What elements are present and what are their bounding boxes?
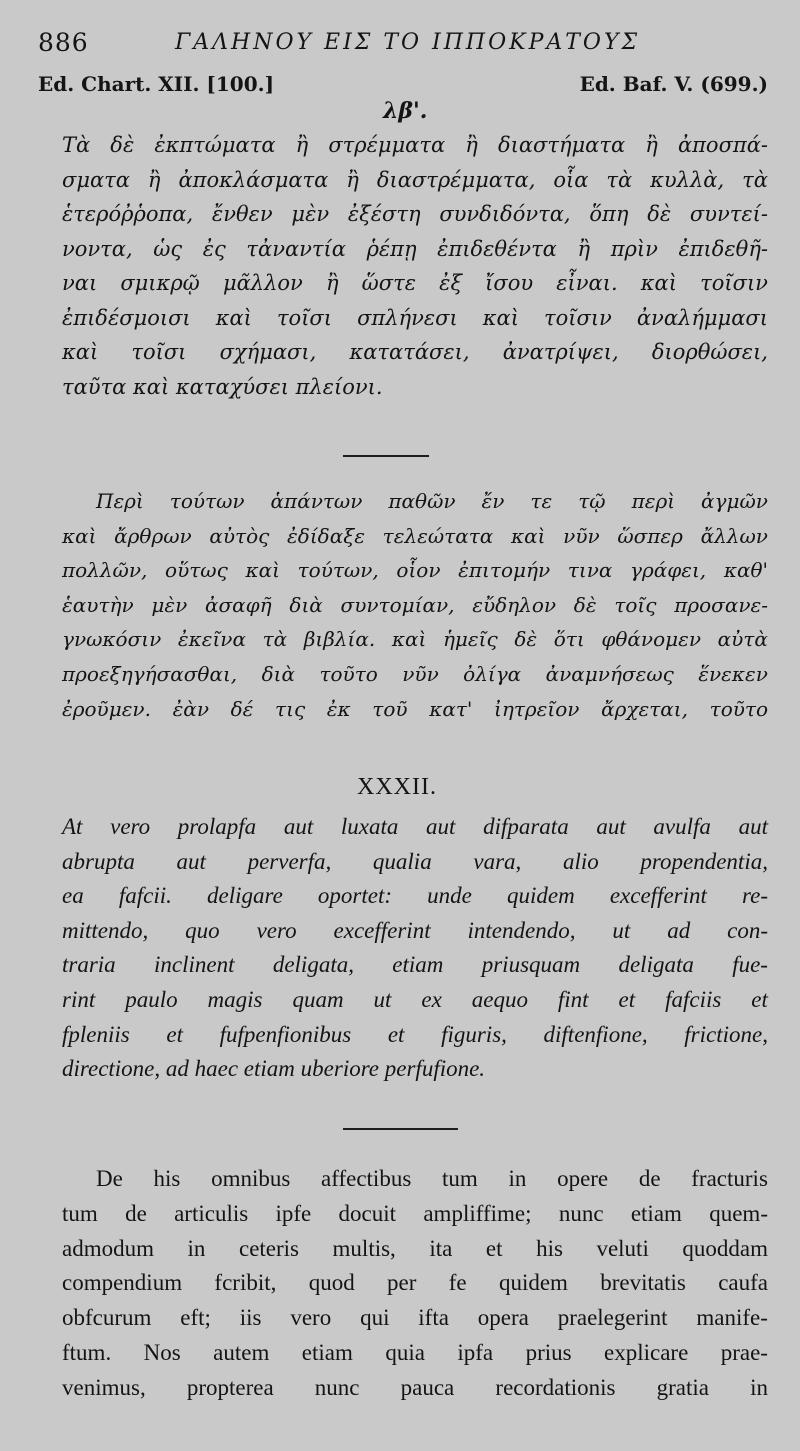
text-line: ταῦτα καὶ καταχύσει πλείονι. bbox=[62, 374, 383, 399]
text-line: γνωκόσιν ἐκεῖνα τὰ βιβλία. καὶ ἡμεῖς δὲ ὅτι φθάνομεν αὐτὰ bbox=[62, 627, 768, 652]
latin-section-number: XXXII. bbox=[357, 774, 437, 800]
page-number: 886 bbox=[38, 28, 89, 57]
latin-aphorism-text bbox=[62, 810, 768, 1087]
text-line: ἑτερόῤῥοπα, ἔνθεν μὲν ἐξέστη συνδιδόντα, ὅπη δὲ συντεί- bbox=[62, 202, 768, 226]
text-line: obfcurum eft; iis vero qui ifta opera praelegerint manife- bbox=[62, 1305, 768, 1331]
text-line: compendium fcribit, quod per fe quidem brevitatis caufa bbox=[62, 1270, 768, 1296]
text-line: ναι σμικρῷ μᾶλλον ἢ ὥστε ἐξ ἴσου εἶναι. καὶ τοῖσιν bbox=[62, 271, 768, 295]
text-line: προεξηγήσασθαι, διὰ τοῦτο νῦν ὀλίγα ἀναμνήσεως ἕνεκεν bbox=[62, 661, 768, 686]
text-line: tum de articulis ipfe docuit ampliffime; nunc etiam quem- bbox=[62, 1200, 768, 1226]
section-divider bbox=[343, 455, 429, 457]
running-title: ΓΑΛΗΝΟΥ ΕΙΣ ΤΟ ΙΠΠΟΚΡΑΤΟΥΣ bbox=[175, 30, 641, 55]
text-line: Περὶ τούτων ἁπάντων παθῶν ἔν τε τῷ περὶ ἀγμῶν bbox=[96, 489, 768, 513]
text-line: traria inclinent deligata, etiam priusquam deligata fue- bbox=[62, 952, 768, 978]
text-line: σματα ἢ ἀποκλάσματα ἢ διαστρέμματα, οἷα τὰ κυλλὰ, τὰ bbox=[62, 167, 768, 192]
text-line: rint paulo magis quam ut ex aequo fint et fafciis et bbox=[62, 986, 768, 1012]
text-line: ἐροῦμεν. ἐὰν δέ τις ἐκ τοῦ κατ' ἰητρεῖον ἄρχεται, τοῦτο bbox=[62, 696, 768, 721]
text-line: directione, ad haec etiam uberiore perfufione. bbox=[62, 1056, 486, 1082]
greek-aphorism-text bbox=[62, 128, 768, 404]
text-line: De his omnibus affectibus tum in opere de fracturis bbox=[96, 1166, 768, 1191]
text-line: καὶ ἄρθρων αὐτὸς ἐδίδαξε τελεώτατα καὶ νῦν ὥσπερ ἄλλων bbox=[62, 523, 768, 548]
latin-commentary-text bbox=[62, 1162, 768, 1406]
text-line: Τὰ δὲ ἐκπτώματα ἢ στρέμματα ἢ διαστήματα ἢ ἀποσπά- bbox=[62, 133, 768, 157]
text-line: fpleniis et fufpenfionibus et figuris, diftenfione, frictione, bbox=[62, 1021, 768, 1047]
greek-commentary-text bbox=[62, 484, 768, 726]
section-divider bbox=[343, 1128, 458, 1130]
text-line: abrupta aut perverfa, qualia vara, alio propendentia, bbox=[62, 848, 768, 874]
edition-reference-left: Ed. Chart. XII. [100.] bbox=[38, 72, 275, 96]
edition-reference-right: Ed. Baf. V. (699.) bbox=[579, 72, 768, 96]
text-line: venimus, propterea nunc pauca recordationis gratia in bbox=[62, 1374, 768, 1400]
text-line: admodum in ceteris multis, ita et his veluti quoddam bbox=[62, 1235, 768, 1261]
text-line: ἐπιδέσμοισι καὶ τοῖσι σπλήνεσι καὶ τοῖσιν ἀναλήμμασι bbox=[62, 305, 768, 330]
text-line: At vero prolapfa aut luxata aut difparata aut avulfa aut bbox=[62, 814, 768, 839]
text-line: νοντα, ὡς ἐς τἀναντία ῥέπῃ ἐπιδεθέντα ἢ πρὶν ἐπιδεθῆ- bbox=[62, 236, 768, 261]
text-line: καὶ τοῖσι σχήμασι, κατατάσει, ἀνατρίψει, διορθώσει, bbox=[62, 340, 768, 364]
text-line: ἑαυτὴν μὲν ἀσαφῆ διὰ συντομίαν, εὔδηλον δὲ τοῖς προσανε- bbox=[62, 592, 768, 617]
text-line: mittendo, quo vero excefferint intendendo, ut ad con- bbox=[62, 917, 768, 943]
text-line: πολλῶν, οὕτως καὶ τούτων, οἷον ἐπιτομήν τινα γράφει, καθ' bbox=[62, 558, 768, 583]
greek-section-number: λβ'. bbox=[383, 98, 428, 124]
text-line: ea fafcii. deligare oportet: unde quidem excefferint re- bbox=[62, 883, 768, 909]
text-line: ftum. Nos autem etiam quia ipfa prius explicare prae- bbox=[62, 1339, 768, 1365]
